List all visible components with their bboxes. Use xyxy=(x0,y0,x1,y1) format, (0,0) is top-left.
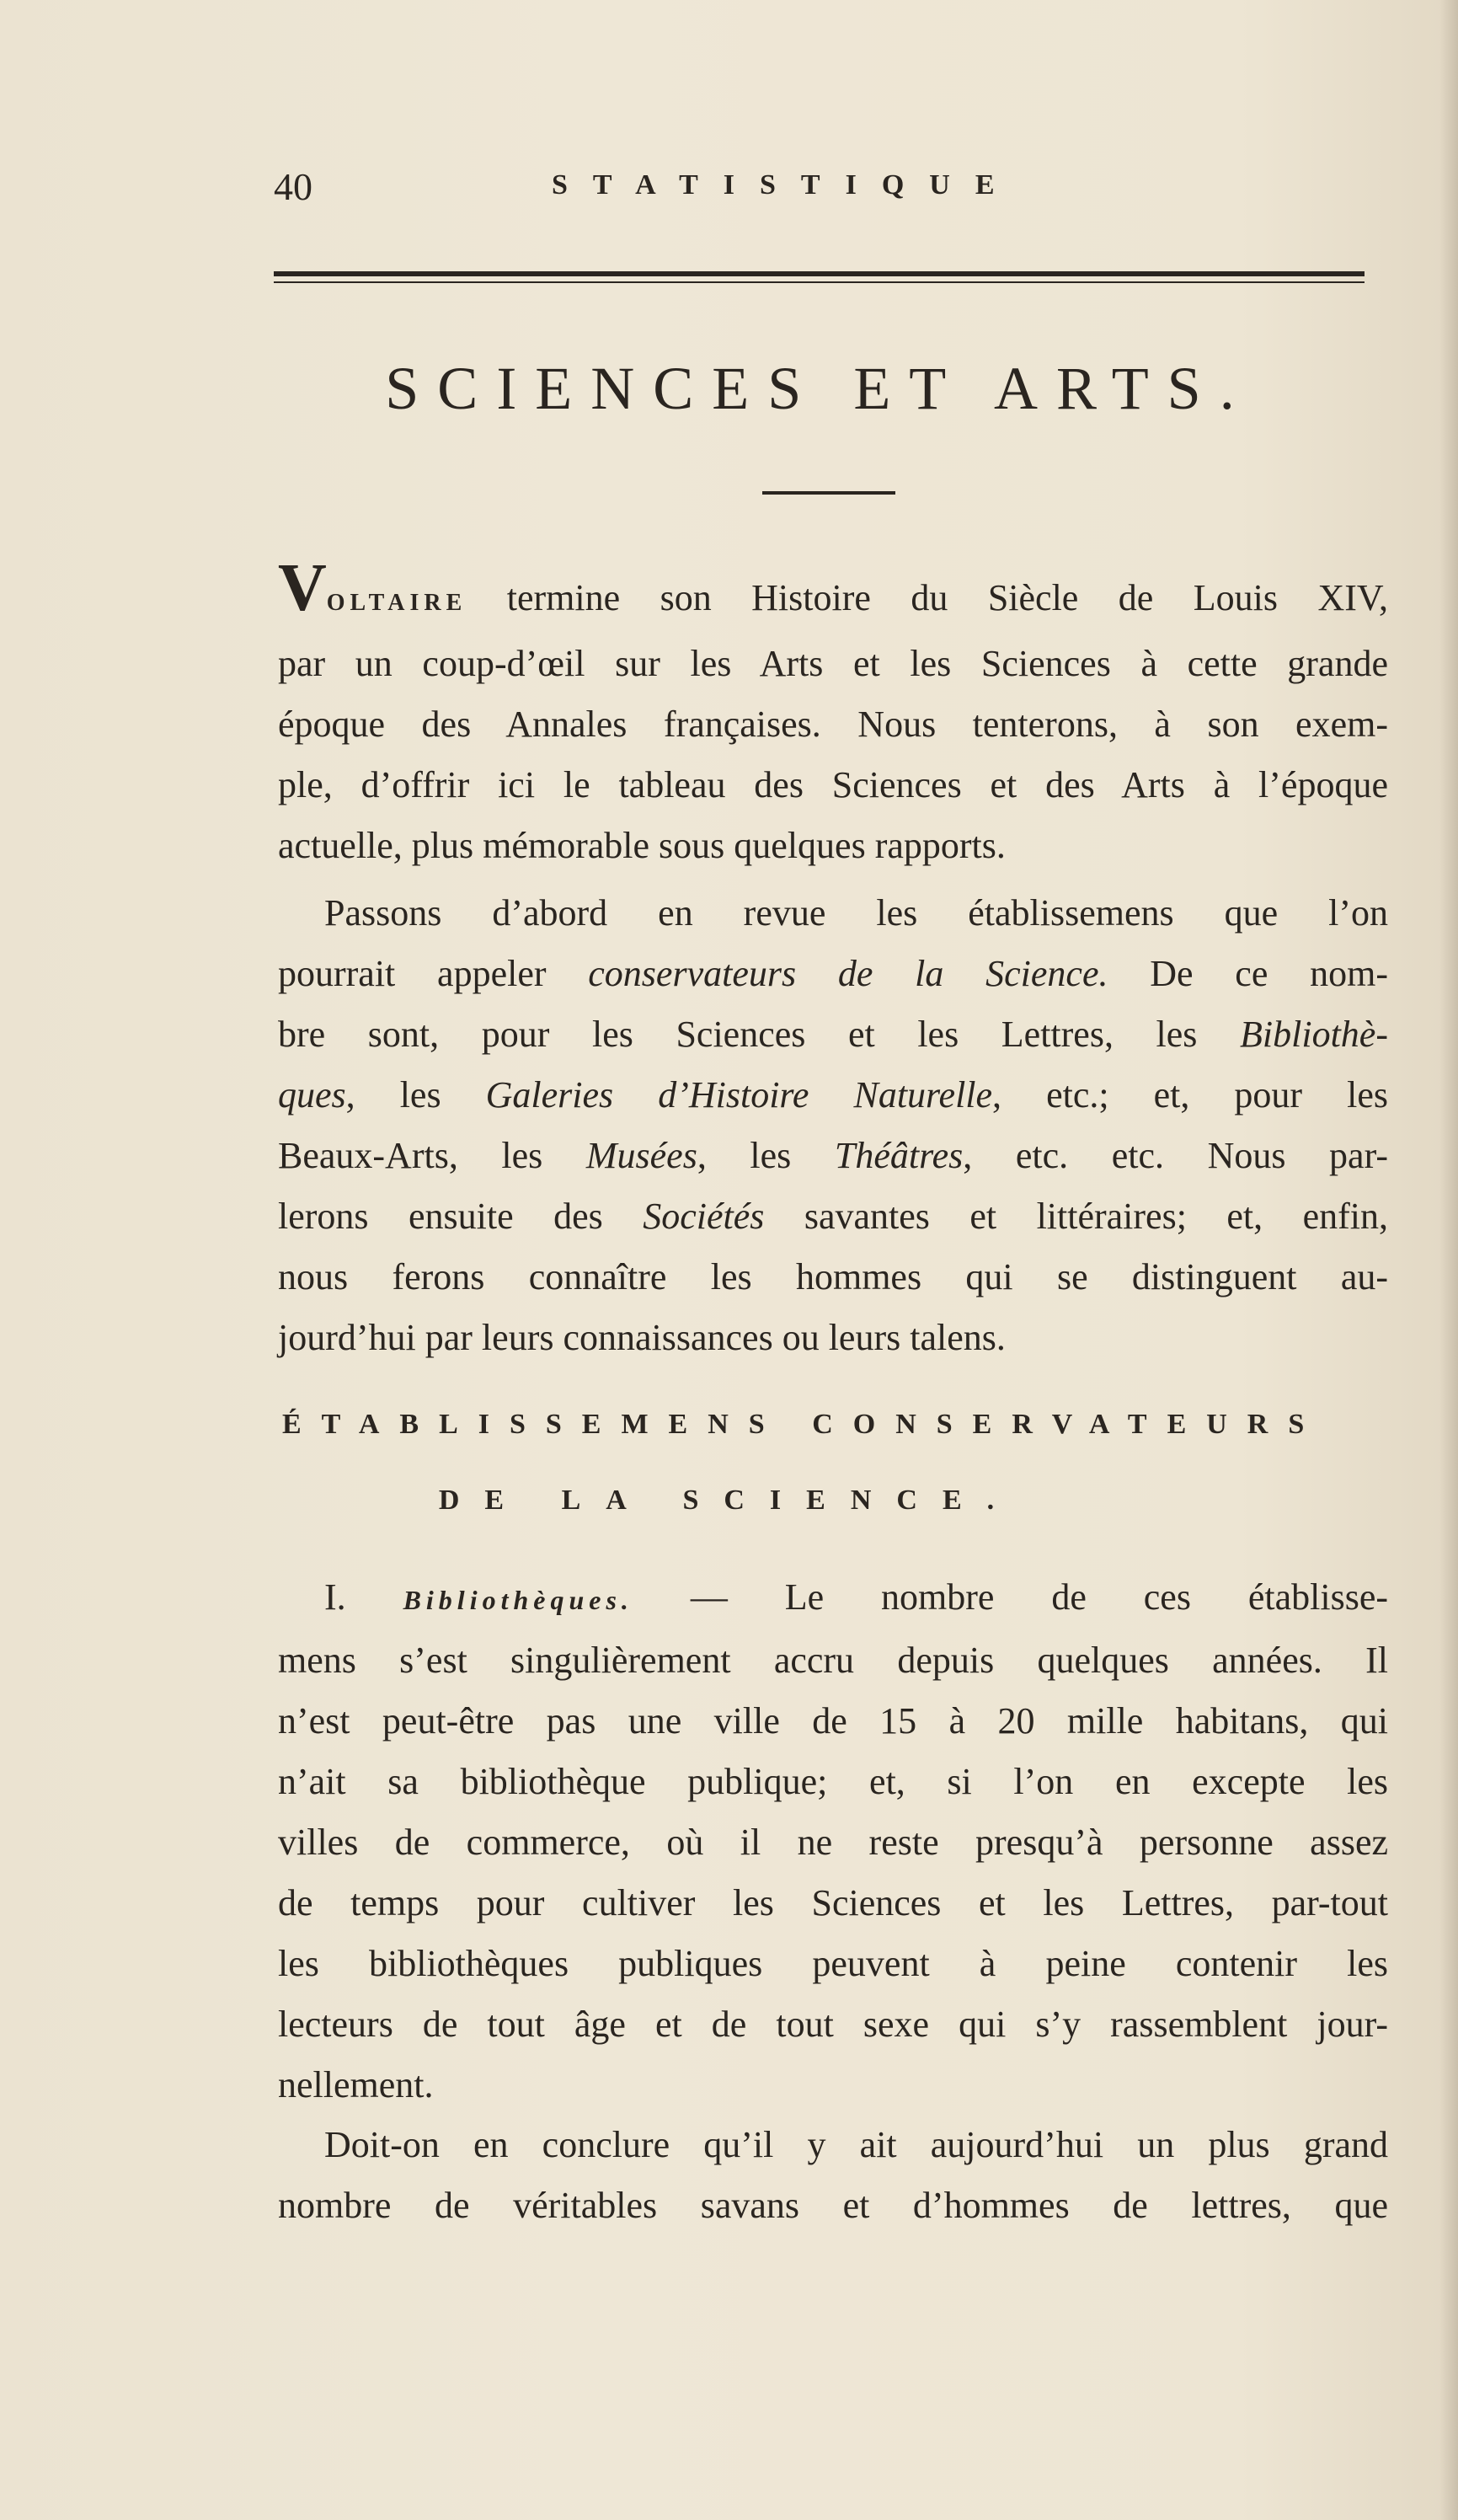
text-line xyxy=(278,1065,1388,1126)
text-line: n’ait sa bibliothèque publique; et, si l’on en excepte les xyxy=(278,1761,1388,1802)
text-line xyxy=(278,1186,1388,1247)
text-line: lecteurs de tout âge et de tout sexe qui s’y rassemblent jour- xyxy=(278,2004,1388,2045)
text-line: nellement. xyxy=(278,2064,434,2105)
text-segment: savantes et littéraires; et, enfin, xyxy=(764,1196,1389,1237)
text-line: nombre de véritables savans et d’hommes de lettres, que xyxy=(278,2185,1388,2226)
italic-text: Sociétés xyxy=(643,1196,765,1237)
paragraph-voltaire xyxy=(278,551,1390,876)
text-line xyxy=(278,551,1388,634)
italic-text: Galeries d’Histoire Naturelle xyxy=(485,1074,993,1116)
section-number: I. xyxy=(324,1576,403,1618)
text-line xyxy=(278,944,1388,1004)
section-label: Bibliothèques. xyxy=(403,1585,633,1615)
header-rule-thick xyxy=(274,271,1365,276)
text-line: jourd’hui par leurs connaissances ou leurs talens. xyxy=(278,1317,1006,1358)
text-segment: De ce nom- xyxy=(1108,953,1388,994)
drop-cap: V xyxy=(278,551,327,625)
page-edge-shadow xyxy=(1439,0,1458,2520)
text-line xyxy=(278,1567,1388,1630)
text-line xyxy=(278,1004,1388,1065)
section-title: SCIENCES ET ARTS. xyxy=(385,355,1253,422)
text-line: mens s’est singulièrement accru depuis quelques années. Il xyxy=(278,1640,1388,1681)
text-segment: , etc.; et, pour les xyxy=(992,1074,1388,1116)
page-number: 40 xyxy=(274,165,312,208)
text-line: Doit-on en conclure qu’il y ait aujourd’hui un plus grand xyxy=(324,2124,1388,2165)
subheading-line-2: DE LA SCIENCE. xyxy=(438,1485,1020,1516)
italic-text: conservateurs de la Science. xyxy=(588,953,1108,994)
text-segment: pourrait appeler xyxy=(278,953,589,994)
text-line: villes de commerce, où il ne reste presqu’à personne assez xyxy=(278,1822,1388,1863)
page-header xyxy=(274,164,1369,215)
text-line xyxy=(278,1126,1388,1186)
header-rule-thin xyxy=(274,281,1365,283)
text-segment: — Le nombre de ces établisse- xyxy=(633,1576,1389,1618)
subheading-line-1: ÉTABLISSEMENS CONSERVATEURS xyxy=(282,1409,1325,1440)
text-line: nous ferons connaître les hommes qui se distinguent au- xyxy=(278,1256,1388,1297)
text-segment: , etc. etc. Nous par- xyxy=(963,1135,1388,1176)
text-line: Passons d’abord en revue les établissemens que l’on xyxy=(324,892,1388,934)
text-segment: Beaux-Arts, les xyxy=(278,1135,586,1176)
text-segment: termine son Histoire du Siècle de Louis XIV, xyxy=(467,577,1388,618)
text-segment: , les xyxy=(345,1074,486,1116)
text-segment: lerons ensuite des xyxy=(278,1196,644,1237)
italic-text: Musées xyxy=(585,1135,697,1176)
italic-text: ques xyxy=(278,1074,346,1116)
paragraph-passons xyxy=(278,883,1390,1368)
text-line: époque des Annales françaises. Nous tenterons, à son exem- xyxy=(278,704,1388,745)
italic-text: Bibliothè- xyxy=(1240,1014,1388,1055)
paragraph-bibliotheques xyxy=(278,1567,1390,2116)
text-line: ple, d’offrir ici le tableau des Sciences et des Arts à l’époque xyxy=(278,764,1388,805)
running-head: STATISTIQUE xyxy=(552,169,1020,201)
text-line: actuelle, plus mémorable sous quelques rapports. xyxy=(278,825,1006,866)
title-divider xyxy=(762,491,895,495)
small-caps-word: OLTAIRE xyxy=(326,590,467,616)
text-line: de temps pour cultiver les Sciences et les Lettres, par-tout xyxy=(278,1882,1388,1923)
text-line: par un coup-d’œil sur les Arts et les Sciences à cette grande xyxy=(278,643,1388,684)
text-line: les bibliothèques publiques peuvent à peine contenir les xyxy=(278,1943,1388,1984)
text-line: n’est peut-être pas une ville de 15 à 20 mille habitans, qui xyxy=(278,1700,1388,1742)
text-segment: , les xyxy=(697,1135,835,1176)
paragraph-doit-on xyxy=(278,2115,1390,2236)
text-segment: bre sont, pour les Sciences et les Lettres, les xyxy=(278,1014,1241,1055)
italic-text: Théâtres xyxy=(834,1135,964,1176)
